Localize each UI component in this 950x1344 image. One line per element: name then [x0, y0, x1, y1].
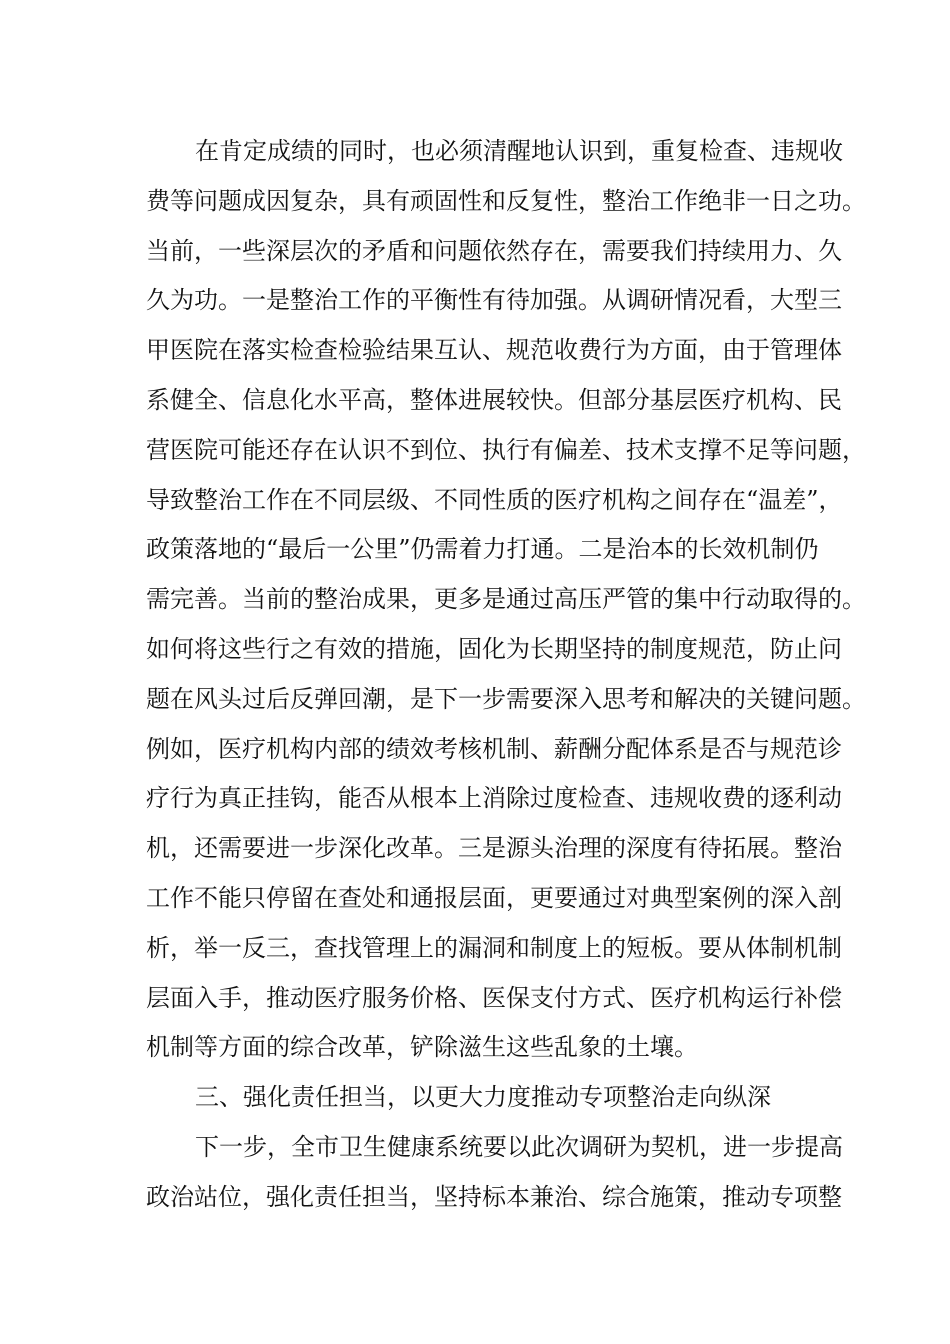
text-line: 层面入手，推动医疗服务价格、医保支付方式、医疗机构运行补偿 — [146, 983, 842, 1012]
text-line: 政策落地的“最后一公里”仍需着力打通。二是治本的长效机制仍 — [146, 535, 819, 564]
text-line: 当前，一些深层次的矛盾和问题依然存在，需要我们持续用力、久 — [146, 236, 842, 265]
text-line: 题在风头过后反弹回潮，是下一步需要深入思考和解决的关键问题。 — [146, 684, 866, 713]
text-line: 需完善。当前的整治成果，更多是通过高压严管的集中行动取得的。 — [146, 585, 866, 614]
text-line: 系健全、信息化水平高，整体进展较快。但部分基层医疗机构、民 — [146, 385, 842, 414]
text-line: 政治站位，强化责任担当，坚持标本兼治、综合施策，推动专项整 — [146, 1182, 842, 1211]
text-line: 费等问题成因复杂，具有顽固性和反复性，整治工作绝非一日之功。 — [146, 186, 866, 215]
text-line: 导致整治工作在不同层级、不同性质的医疗机构之间存在“温差”， — [146, 485, 843, 514]
text-line: 疗行为真正挂钩，能否从根本上消除过度检查、违规收费的逐利动 — [146, 784, 842, 813]
text-line: 在肯定成绩的同时，也必须清醒地认识到，重复检查、违规收 — [195, 137, 843, 165]
text-line: 久为功。一是整治工作的平衡性有待加强。从调研情况看，大型三 — [146, 286, 842, 315]
body-text — [146, 127, 866, 1223]
section-heading: 三、强化责任担当，以更大力度推动专项整治走向纵深 — [195, 1083, 771, 1112]
text-line: 工作不能只停留在查处和通报层面，更要通过对典型案例的深入剖 — [146, 883, 842, 912]
text-line: 甲医院在落实检查检验结果互认、规范收费行为方面，由于管理体 — [146, 336, 842, 365]
text-line: 析，举一反三，查找管理上的漏洞和制度上的短板。要从体制机制 — [146, 933, 842, 962]
text-line: 机制等方面的综合改革，铲除滋生这些乱象的土壤。 — [146, 1033, 698, 1062]
text-line: 机，还需要进一步深化改革。三是源头治理的深度有待拓展。整治 — [146, 834, 842, 863]
text-line: 例如，医疗机构内部的绩效考核机制、薪酬分配体系是否与规范诊 — [146, 734, 842, 763]
text-line: 营医院可能还存在认识不到位、执行有偏差、技术支撑不足等问题， — [146, 435, 866, 464]
text-line: 下一步，全市卫生健康系统要以此次调研为契机，进一步提高 — [195, 1132, 843, 1161]
text-line: 如何将这些行之有效的措施，固化为长期坚持的制度规范，防止问 — [146, 634, 842, 663]
